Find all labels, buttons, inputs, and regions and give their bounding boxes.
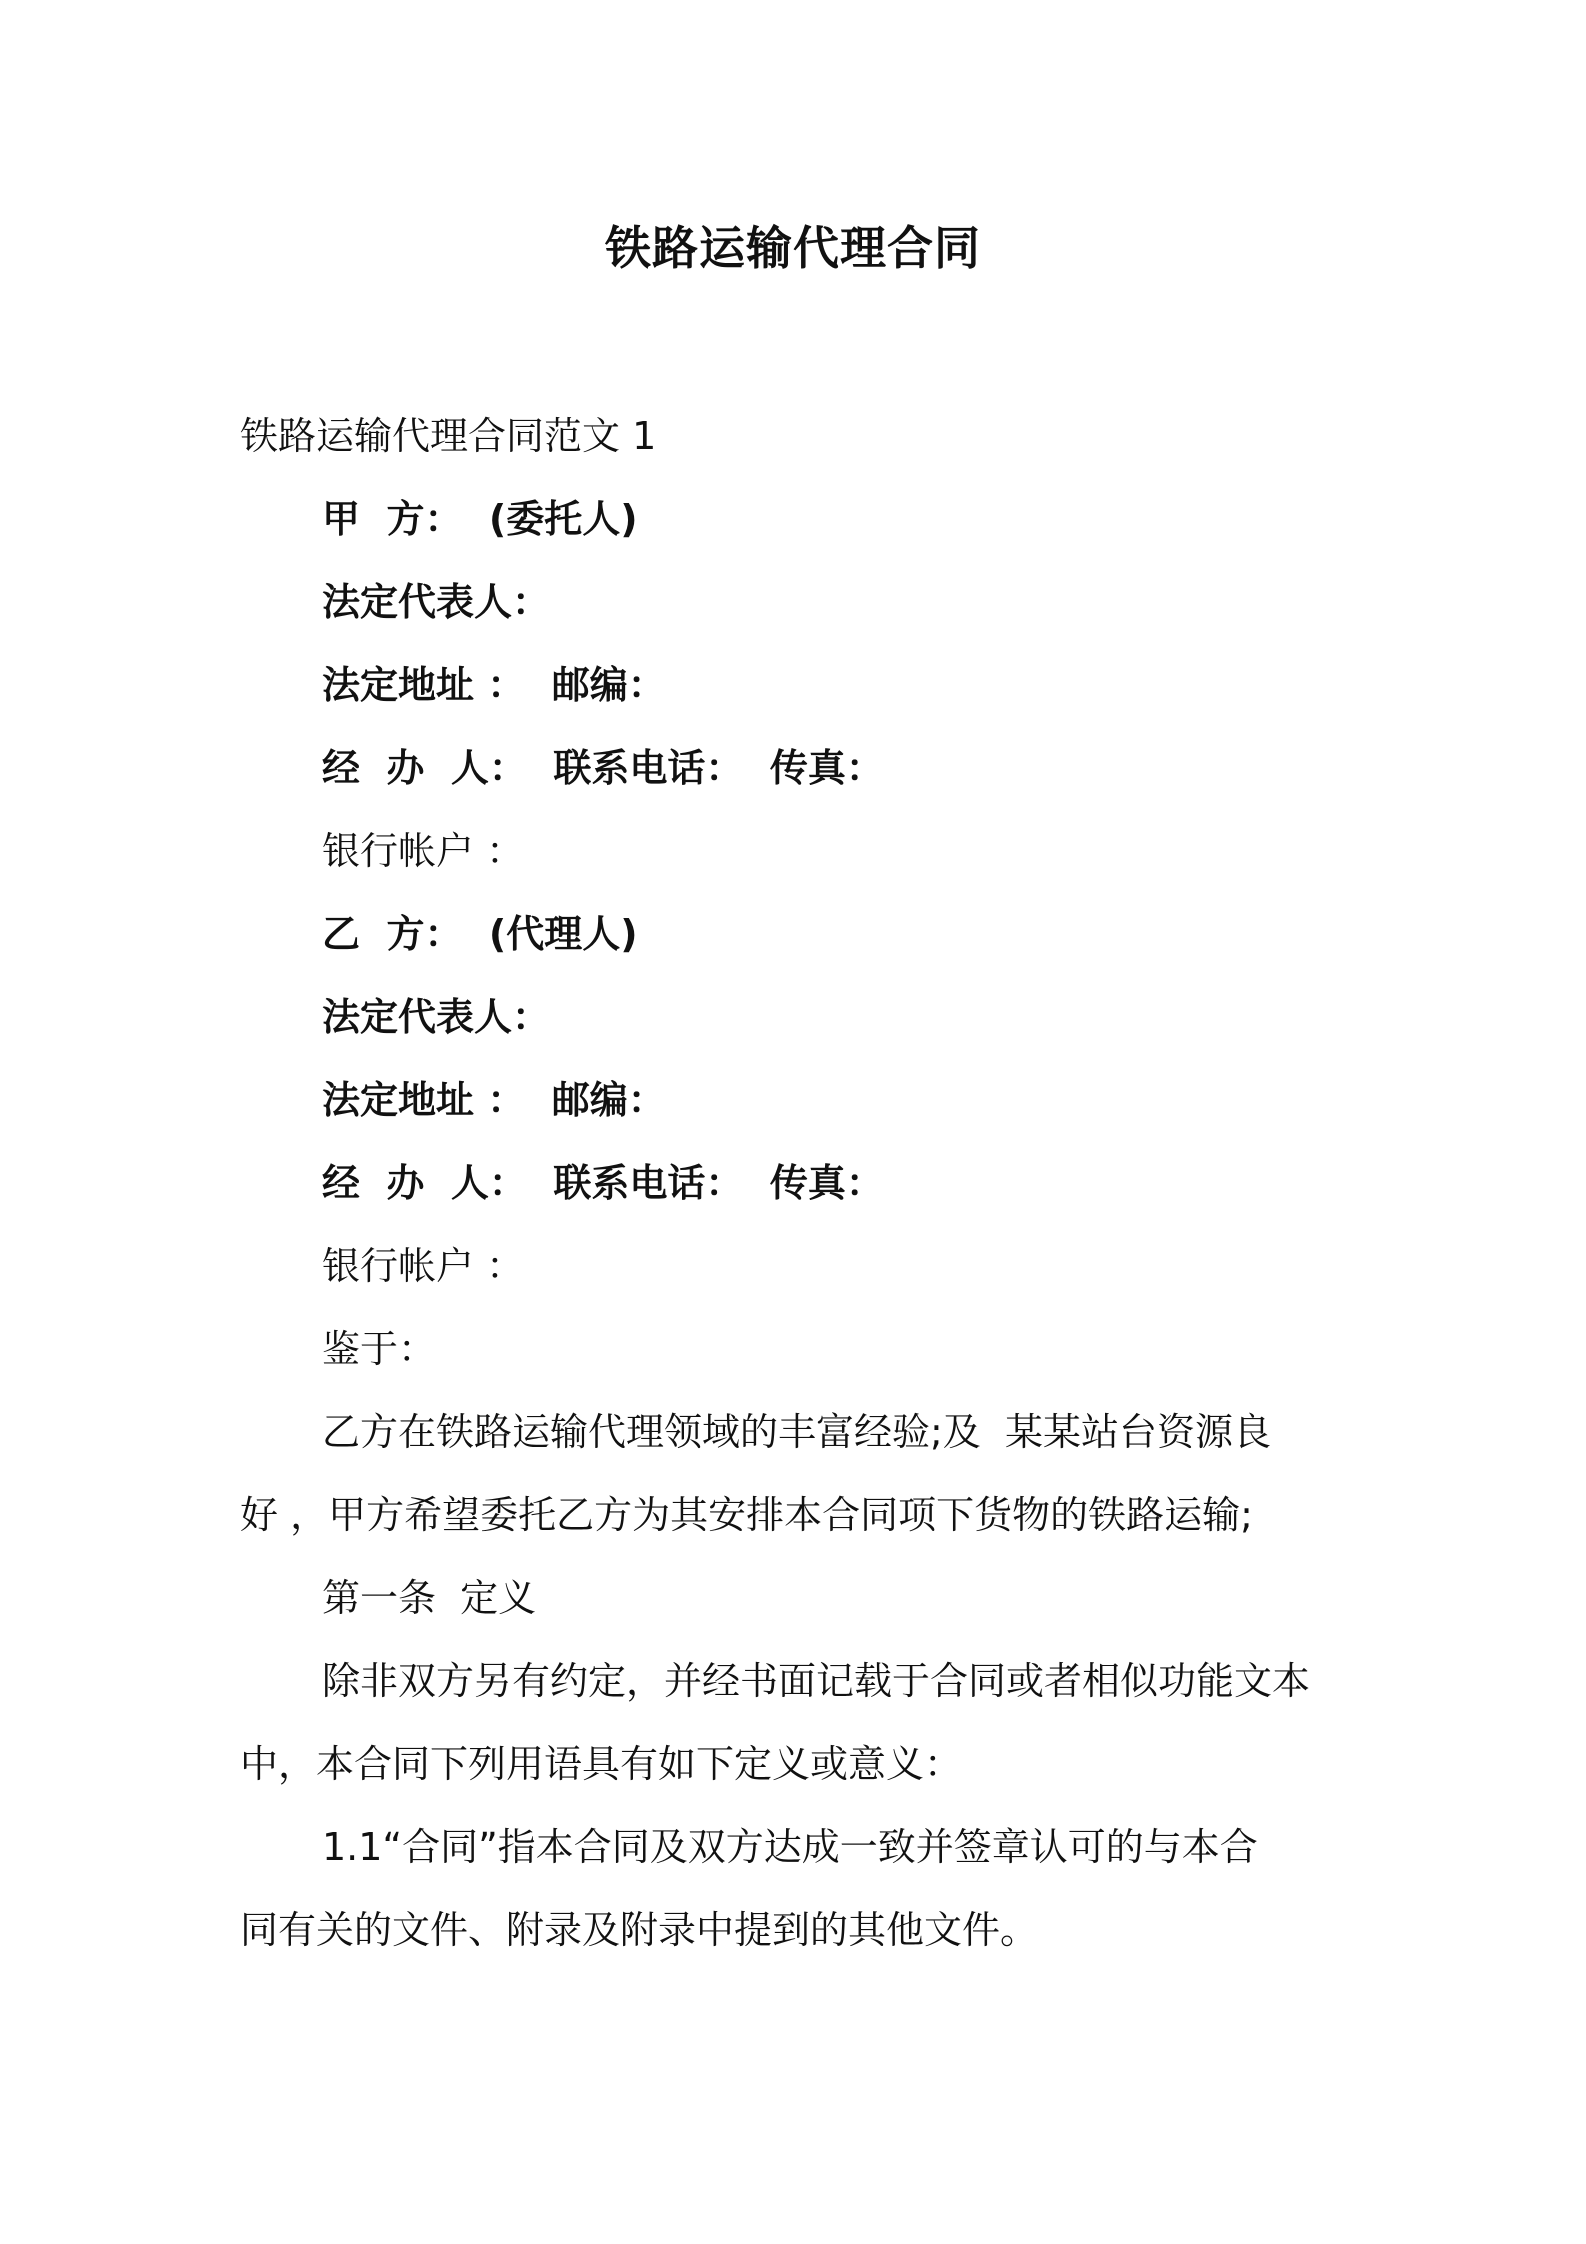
party-b-label: 乙 方： (代理人): [322, 912, 638, 956]
whereas-text-line2: 好 ，甲方希望委托乙方为其安排本合同项下货物的铁路运输;: [240, 1493, 1253, 1537]
party-a-bank: 银行帐户 ：: [322, 829, 525, 873]
party-b-address: 法定地址 ： 邮编：: [322, 1078, 666, 1122]
article1-intro-line2: 中，本合同下列用语具有如下定义或意义：: [240, 1742, 963, 1786]
whereas-text-line1: 乙方在铁路运输代理领域的丰富经验;及 某某站台资源良: [322, 1410, 1271, 1454]
whereas-label: 鉴于：: [322, 1327, 437, 1371]
party-b-contact: 经 办 人： 联系电话： 传真：: [322, 1161, 884, 1205]
party-b-bank: 银行帐户 ：: [322, 1244, 525, 1288]
party-b-legal-rep: 法定代表人：: [322, 995, 551, 1039]
clause-1-1-line2: 同有关的文件、附录及附录中提到的其他文件。: [240, 1908, 1039, 1952]
article1-intro-line1: 除非双方另有约定，并经书面记载于合同或者相似功能文本: [322, 1659, 1311, 1703]
clause-1-1-line1: 1.1“合同”指本合同及双方达成一致并签章认可的与本合: [322, 1825, 1258, 1869]
party-a-label: 甲 方： (委托人): [322, 497, 638, 541]
party-a-address: 法定地址 ： 邮编：: [322, 663, 666, 707]
party-a-contact: 经 办 人： 联系电话： 传真：: [322, 746, 884, 790]
contract-subtitle: 铁路运输代理合同范文 1: [240, 414, 657, 458]
document-title: 铁路运输代理合同: [605, 221, 981, 275]
article1-heading: 第一条 定义: [322, 1576, 537, 1620]
party-a-legal-rep: 法定代表人：: [322, 580, 551, 624]
